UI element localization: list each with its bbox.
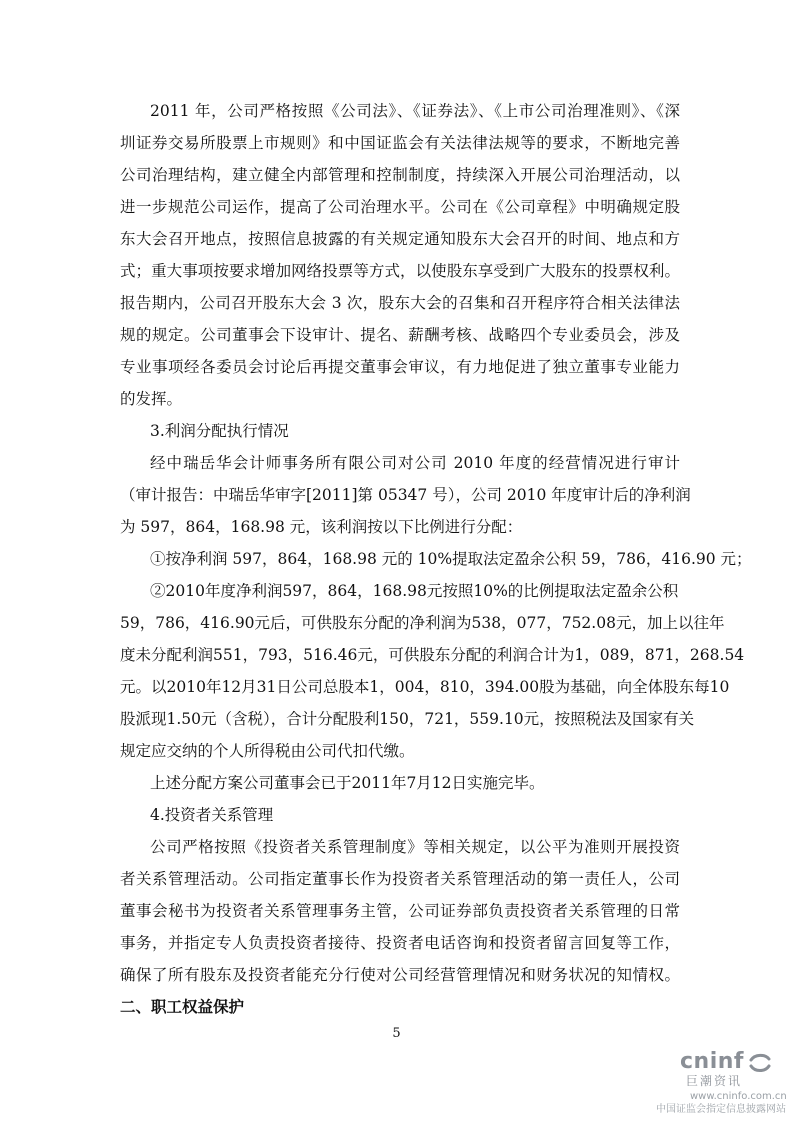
paragraph-line: ①按净利润 597，864，168.98 元的 10%提取法定盈余公积 59，786，416.90 元； (150, 550, 752, 568)
paragraph-line: 经中瑞岳华会计师事务所有限公司对公司 2010 年度的经营情况进行审计 (150, 454, 680, 472)
paragraph-line: 规的规定。公司董事会下设审计、提名、薪酬考核、战略四个专业委员会，涉及 (120, 326, 680, 344)
paragraph-line: 的发挥。 (120, 390, 183, 408)
swirl-logo-icon (748, 1052, 772, 1074)
paragraph-line: 者关系管理活动。公司指定董事长作为投资者关系管理活动的第一责任人，公司 (120, 870, 680, 888)
paragraph-line: 为 597，864，168.98 元，该利润按以下比例进行分配： (120, 518, 523, 536)
paragraph-line: 圳证券交易所股票上市规则》和中国证监会有关法律法规等的要求，不断地完善 (120, 134, 680, 152)
paragraph-line: 元。以2010年12月31日公司总股本1，004，810，394.00股为基础，向全体股东每10 (120, 678, 730, 696)
paragraph-line: 股派现1.50元（含税），合计分配股利150，721，559.10元，按照税法及国家有关 (120, 710, 695, 728)
watermark-url: www.cninfo.com.cn (690, 1091, 787, 1102)
paragraph-line: 事务，并指定专人负责投资者接待、投资者电话咨询和投资者留言回复等工作， (120, 934, 680, 952)
paragraph-line: 规定应交纳的个人所得税由公司代扣代缴。 (120, 742, 415, 760)
paragraph-line: 公司严格按照《投资者关系管理制度》等相关规定，以公平为准则开展投资 (150, 838, 680, 856)
paragraph-line: ②2010年度净利润597，864，168.98元按照10%的比例提取法定盈余公积 (150, 582, 679, 600)
paragraph-line: 专业事项经各委员会讨论后再提交董事会审议，有力地促进了独立董事专业能力 (120, 358, 680, 376)
paragraph-line: 59，786，416.90元后，可供股东分配的净利润为538，077，752.08元，加上以往年 (120, 614, 725, 632)
section-heading: 4.投资者关系管理 (150, 806, 274, 824)
paragraph-line: （审计报告：中瑞岳华审字[2011]第 05347 号），公司 2010 年度审计后的净利润 (120, 486, 691, 504)
chapter-heading: 二、职工权益保护 (120, 998, 245, 1016)
paragraph-line: 确保了所有股东及投资者能充分行使对公司经营管理情况和财务状况的知情权。 (120, 966, 680, 984)
section-heading: 3.利润分配执行情况 (150, 422, 289, 440)
watermark-site: 中国证监会指定信息披露网站 (656, 1104, 786, 1115)
watermark-brand-cn: 巨潮资讯 (686, 1074, 743, 1088)
paragraph-line: 董事会秘书为投资者关系管理事务主管，公司证券部负责投资者关系管理的日常 (120, 902, 680, 920)
paragraph-line: 公司治理结构，建立健全内部管理和控制制度，持续深入开展公司治理活动，以 (120, 166, 680, 184)
paragraph-line: 报告期内，公司召开股东大会 3 次，股东大会的召集和召开程序符合相关法律法 (120, 294, 680, 312)
paragraph-line: 进一步规范公司运作，提高了公司治理水平。公司在《公司章程》中明确规定股 (120, 198, 680, 216)
cninfo-watermark (648, 1050, 788, 1118)
paragraph-line: 上述分配方案公司董事会已于2011年7月12日实施完毕。 (150, 774, 545, 792)
paragraph-line: 2011 年，公司严格按照《公司法》、《证券法》、《上市公司治理准则》、《深 (150, 102, 680, 120)
watermark-brand: cninf (680, 1049, 744, 1074)
page-number: 5 (392, 1026, 401, 1041)
paragraph-line: 度未分配利润551，793，516.46元，可供股东分配的利润合计为1，089，871，268.54 (120, 646, 745, 664)
paragraph-line: 式；重大事项按要求增加网络投票等方式，以使股东享受到广大股东的投票权利。 (120, 262, 680, 280)
paragraph-line: 东大会召开地点，按照信息披露的有关规定通知股东大会召开的时间、地点和方 (120, 230, 680, 248)
